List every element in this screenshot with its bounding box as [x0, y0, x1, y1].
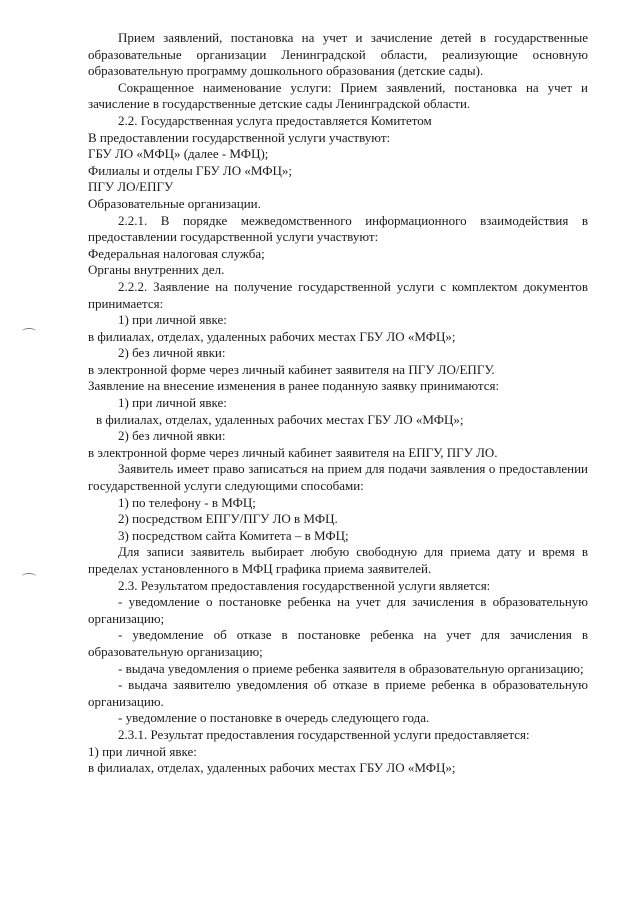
margin-mark — [22, 573, 36, 580]
list-item: в электронной форме через личный кабинет заявителя на ПГУ ЛО/ЕПГУ. — [88, 361, 495, 377]
list-item: 1) по телефону - в МФЦ; — [118, 494, 256, 510]
list-item: в филиалах, отделах, удаленных рабочих местах ГБУ ЛО «МФЦ»; — [88, 760, 456, 776]
result-item: - выдача заявителю уведомления об отказе в приеме ребенка в образовательную организацию. — [88, 677, 588, 709]
list-item: в электронной форме через личный кабинет заявителя на ЕПГУ, ПГУ ЛО. — [88, 444, 498, 460]
list-item: 2) без личной явки: — [118, 345, 226, 361]
result-item: - уведомление об отказе в постановке ребенка на учет для зачисления в образовательную организацию; — [88, 627, 588, 659]
clause-2-3-1: 2.3.1. Результат предоставления государственной услуги предоставляется: — [118, 726, 530, 742]
list-item: 1) при личной явке: — [118, 395, 227, 411]
service-full-name: Прием заявлений, постановка на учет и зачисление детей в государственные образовательные организации Ленинградской области, реализующие основную образовательную программу дошкольного образования (детские сады). — [88, 30, 588, 79]
clause-2-3: 2.3. Результатом предоставления государственной услуги является: — [118, 577, 491, 593]
participant-item: Образовательные организации. — [88, 195, 261, 211]
list-item: 3) посредством сайта Комитета – в МФЦ; — [118, 527, 349, 543]
list-item: в филиалах, отделах, удаленных рабочих местах ГБУ ЛО «МФЦ»; — [88, 328, 456, 344]
service-short-name: Сокращенное наименование услуги: Прием заявлений, постановка на учет и зачисление в государственные детские сады Ленинградской области. — [88, 79, 588, 112]
list-item: 2) посредством ЕПГУ/ПГУ ЛО в МФЦ. — [118, 511, 338, 527]
result-item: - уведомление о постановке ребенка на учет для зачисления в образовательную организацию; — [88, 594, 588, 626]
changes-heading: Заявление на внесение изменения в ранее поданную заявку принимаются: — [88, 378, 500, 394]
list-item: в филиалах, отделах, удаленных рабочих местах ГБУ ЛО «МФЦ»; — [96, 411, 464, 427]
participant-item: Органы внутренних дел. — [88, 262, 225, 278]
appointment-paragraph: Заявитель имеет право записаться на прием для подачи заявления о предоставлении государственной услуги следующими способами: — [88, 461, 588, 494]
participant-item: Федеральная налоговая служба; — [88, 245, 265, 261]
participant-item: ПГУ ЛО/ЕПГУ — [88, 179, 174, 195]
result-item: - выдача уведомления о приеме ребенка заявителя в образовательную организацию; — [118, 660, 584, 676]
participant-item: ГБУ ЛО «МФЦ» (далее - МФЦ); — [88, 146, 269, 162]
appointment-note: Для записи заявитель выбирает любую свободную для приема дату и время в пределах установленного в МФЦ графика приема заявителей. — [88, 544, 588, 576]
margin-mark — [22, 328, 36, 335]
participants-heading: В предоставлении государственной услуги участвуют: — [88, 129, 391, 145]
document-page — [88, 30, 588, 777]
participant-item: Филиалы и отделы ГБУ ЛО «МФЦ»; — [88, 162, 293, 178]
list-item: 1) при личной явке: — [88, 743, 197, 759]
result-item: - уведомление о постановке в очередь следующего года. — [118, 710, 430, 726]
list-item: 2) без личной явки: — [118, 428, 226, 444]
list-item: 1) при личной явке: — [118, 312, 227, 328]
clause-2-2-1: 2.2.1. В порядке межведомственного информационного взаимодействия в предоставлении государственной услуги участвуют: — [88, 212, 588, 245]
clause-2-2: 2.2. Государственная услуга предоставляется Комитетом — [118, 112, 432, 128]
clause-2-2-2: 2.2.2. Заявление на получение государственной услуги с комплектом документов принимается: — [88, 278, 588, 311]
